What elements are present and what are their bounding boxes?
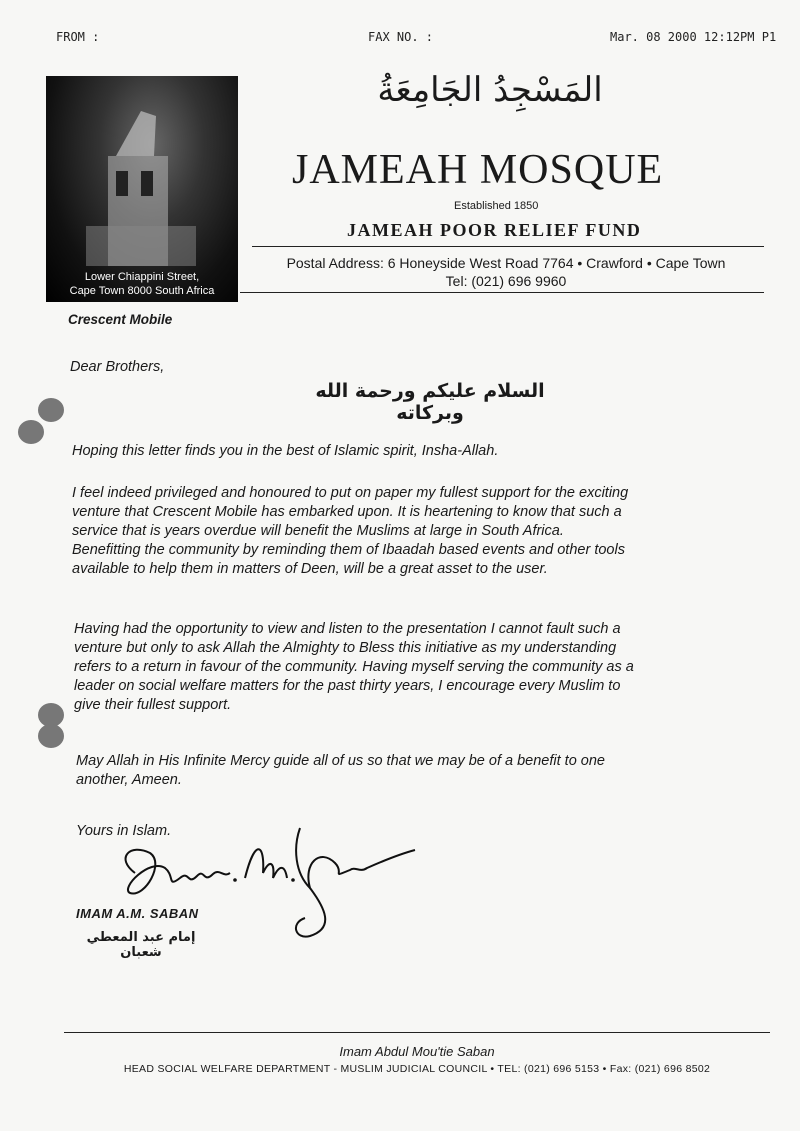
paragraph-1: Hoping this letter finds you in the best of Islamic spirit, Insha-Allah. bbox=[72, 443, 499, 459]
established-year: Established 1850 bbox=[454, 200, 539, 212]
letterhead-tel: Tel: (021) 696 9960 bbox=[445, 273, 567, 289]
paragraph-3-line: give their fullest support. bbox=[74, 697, 232, 713]
postal-address: Postal Address: 6 Honeyside West Road 7764 • Crawford • Cape Town bbox=[286, 255, 726, 271]
handwritten-signature bbox=[105, 818, 425, 943]
paragraph-2-line: Benefitting the community by reminding them of Ibaadah based events and other tools bbox=[72, 542, 625, 558]
closing: Yours in Islam. bbox=[76, 823, 172, 839]
photo-caption-city: Cape Town 8000 South Africa bbox=[69, 285, 215, 297]
paragraph-3 bbox=[74, 620, 774, 715]
punch-hole bbox=[38, 724, 64, 748]
fax-number: FAX NO. : bbox=[368, 30, 434, 44]
letterhead-rule-top bbox=[252, 246, 764, 247]
punch-hole bbox=[38, 398, 64, 422]
paragraph-2-line: available to help them in matters of Deen, will be a great asset to the user. bbox=[72, 561, 548, 577]
fax-from: FROM : bbox=[56, 30, 100, 44]
footer-rule bbox=[64, 1032, 770, 1033]
paragraph-4-line: another, Ameen. bbox=[76, 772, 182, 788]
photo-caption-street: Lower Chiappini Street, bbox=[84, 271, 200, 283]
paragraph-3-line: leader on social welfare matters for the past thirty years, I encourage every Muslim to bbox=[74, 678, 621, 694]
footer-contact-line: HEAD SOCIAL WELFARE DEPARTMENT - MUSLIM JUDICIAL COUNCIL • TEL: (021) 696 5153 • Fax: (021) 696 8502 bbox=[123, 1063, 711, 1075]
paragraph-3-line: refers to a return in favour of the community. Having myself serving the community as a bbox=[74, 659, 634, 675]
paragraph-3-line: Having had the opportunity to view and listen to the presentation I cannot fault such a bbox=[74, 621, 621, 637]
paragraph-4-line: May Allah in His Infinite Mercy guide all of us so that we may be of a benefit to one bbox=[76, 753, 605, 769]
paragraph-2-line: I feel indeed privileged and honoured to put on paper my fullest support for the exciting bbox=[72, 485, 629, 501]
paragraph-2-line: service that is years overdue will benefit the Muslims at large in South Africa. bbox=[72, 523, 564, 539]
relief-fund-title: JAMEAH POOR RELIEF FUND bbox=[347, 220, 642, 240]
paragraph-3-line: venture but only to ask Allah the Almighty to Bless this initiative as my understanding bbox=[74, 640, 617, 656]
footer-name: Imam Abdul Mou'tie Saban bbox=[339, 1044, 495, 1059]
mosque-photo bbox=[46, 76, 238, 302]
salutation: Dear Brothers, bbox=[70, 359, 165, 375]
paragraph-2 bbox=[72, 484, 772, 579]
arabic-greeting: السلام عليكم ورحمة الله وبركاته bbox=[315, 380, 545, 424]
signatory-arabic-name: إمام عبد المعطي شعبان bbox=[86, 930, 196, 960]
mosque-title: JAMEAH MOSQUE bbox=[292, 147, 664, 193]
letterhead-rule-bottom bbox=[240, 292, 764, 293]
minaret-image bbox=[46, 76, 238, 302]
arabic-mosque-name: المَسْجِدُ الجَامِعَةُ bbox=[377, 70, 603, 110]
recipient: Crescent Mobile bbox=[68, 312, 173, 327]
punch-hole bbox=[18, 420, 44, 444]
signatory-name: IMAM A.M. SABAN bbox=[76, 906, 199, 921]
paragraph-2-line: venture that Crescent Mobile has embarked upon. It is heartening to know that such a bbox=[72, 504, 622, 520]
paragraph-4 bbox=[76, 752, 776, 790]
fax-timestamp: Mar. 08 2000 12:12PM P1 bbox=[610, 30, 777, 44]
